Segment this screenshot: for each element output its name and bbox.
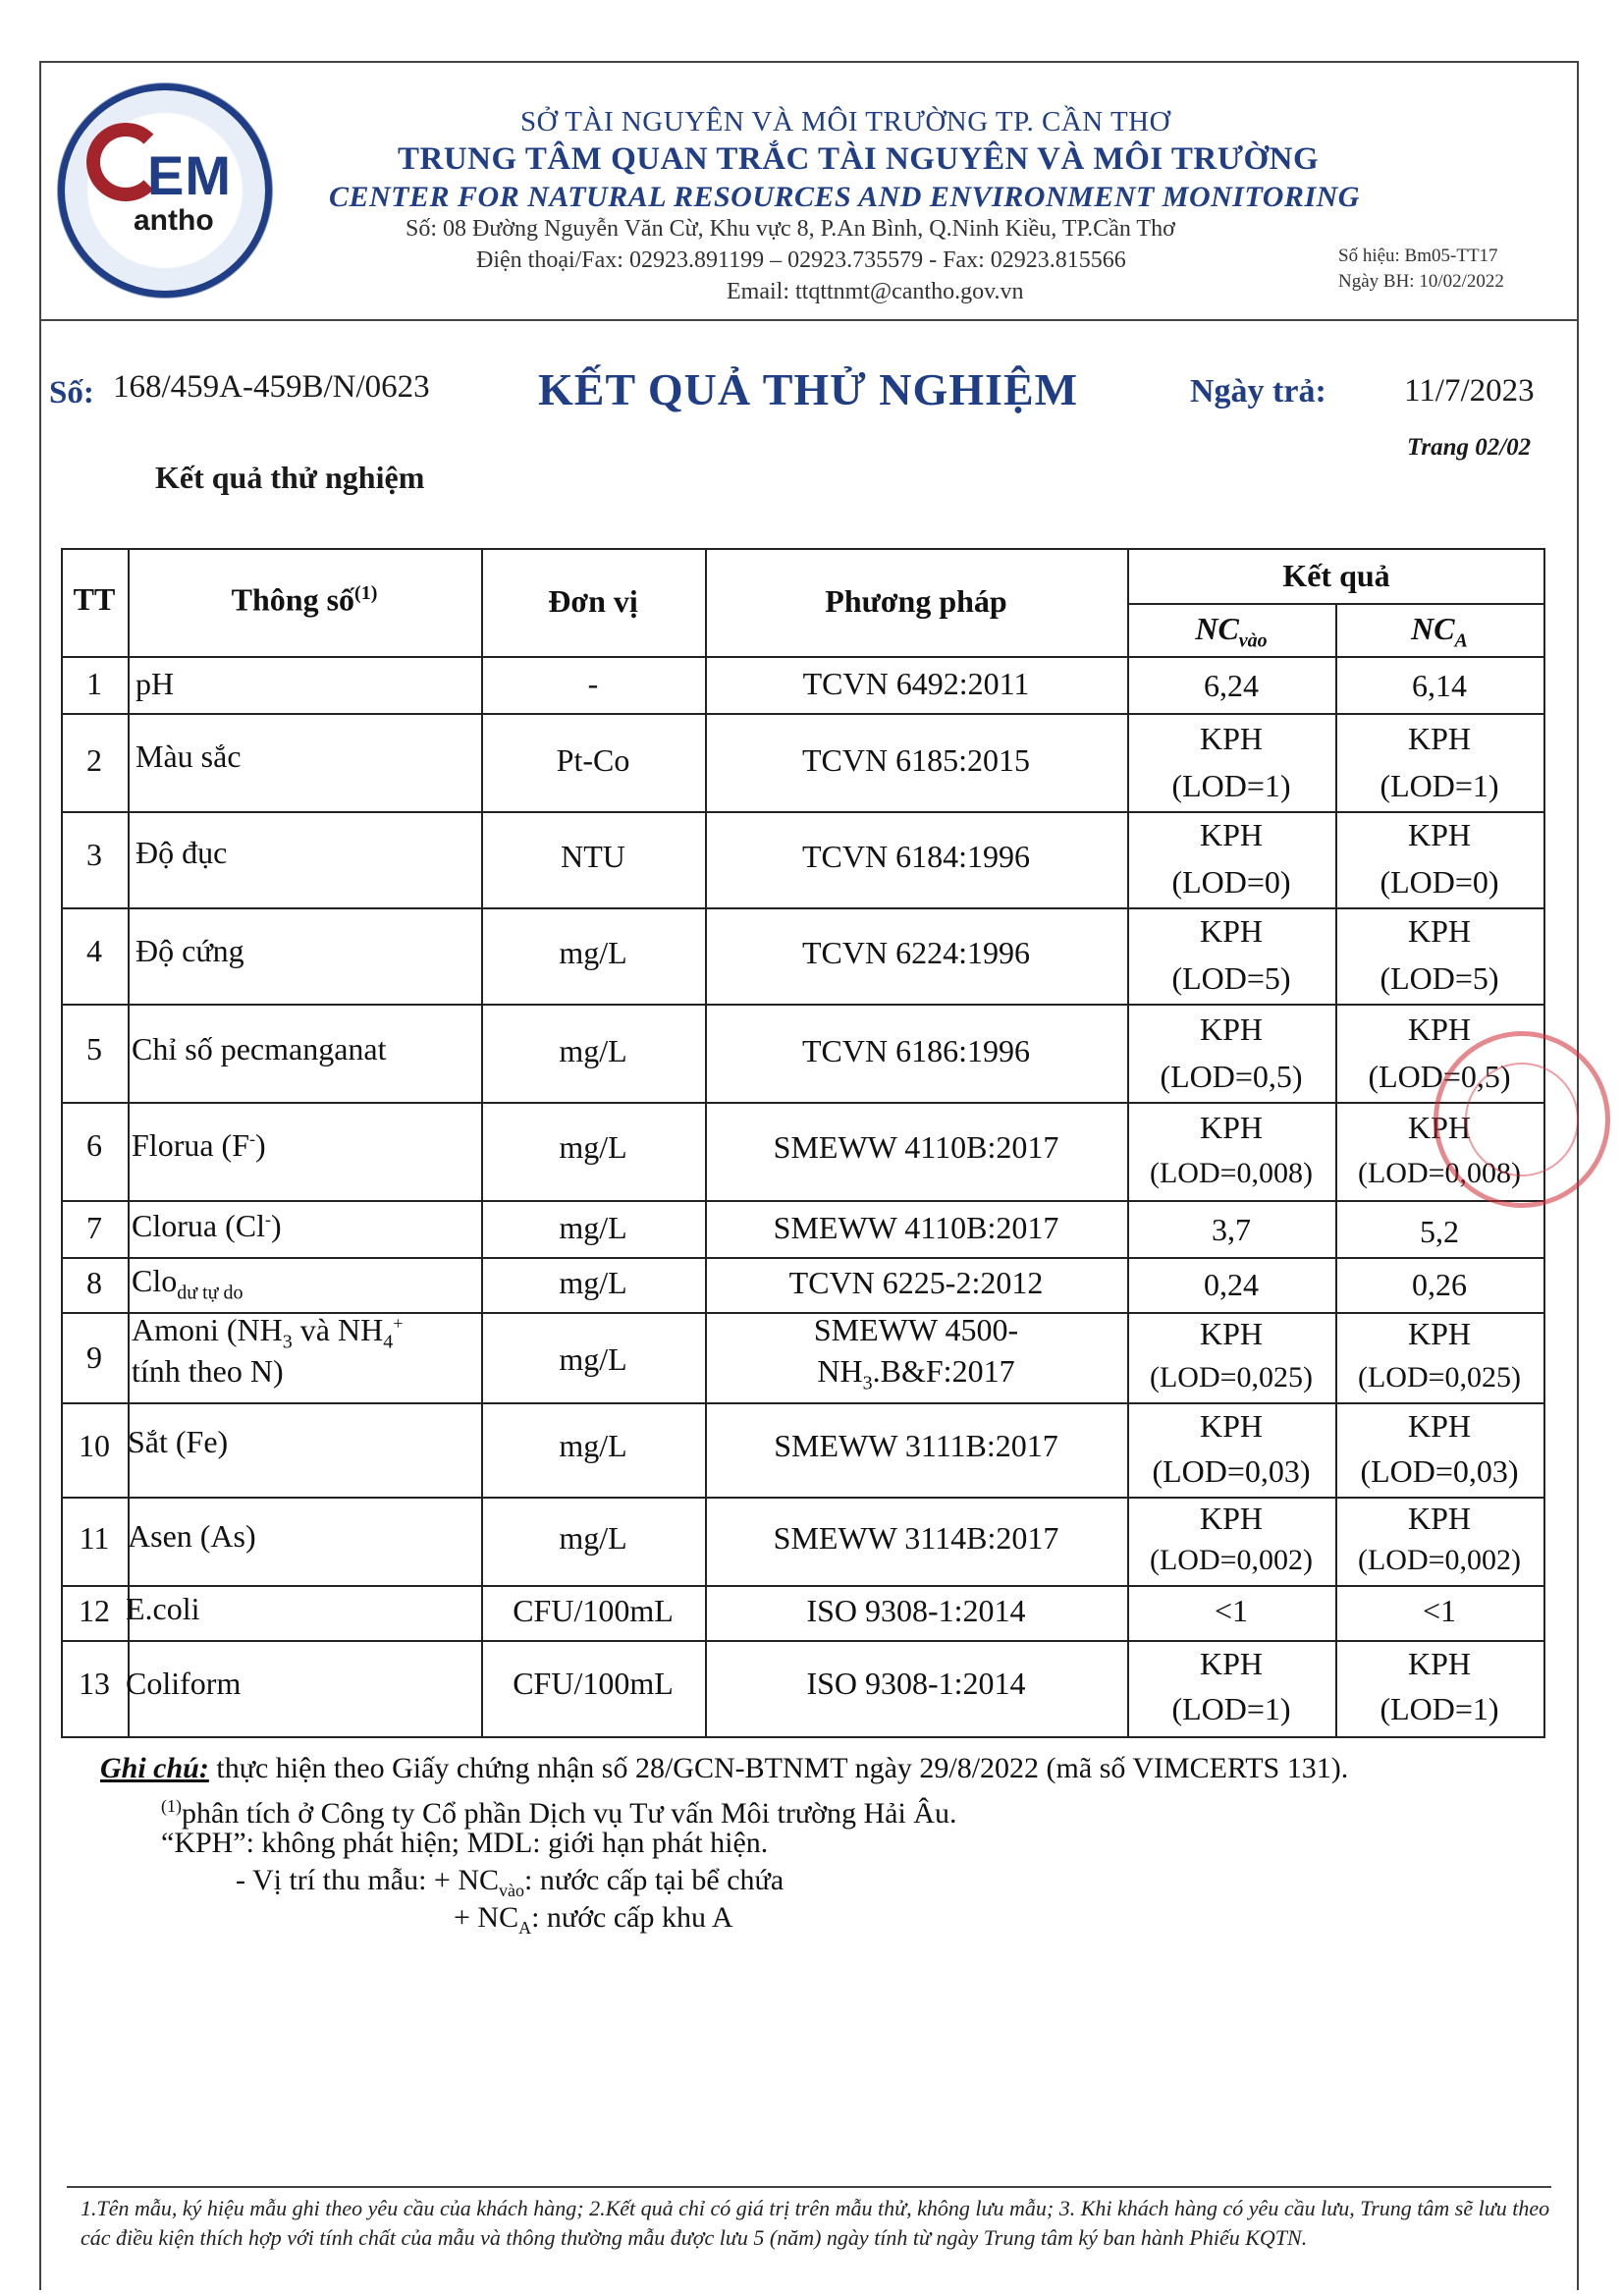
table-row-divider [61,656,1545,658]
center-name-en: CENTER FOR NATURAL RESOURCES AND ENVIRONMENT MONITORING [329,181,1360,213]
note-line-5 [454,1899,733,1946]
row-result-nc-vao-lod: (LOD=1) [1171,1691,1291,1726]
row-method: ISO 9308-1:2014 [806,1666,1026,1701]
row-method: SMEWW 3114B:2017 [773,1520,1059,1556]
row-result-nc-a: 0,26 [1412,1267,1467,1302]
row-result-nc-a: KPH [1407,1316,1471,1351]
center-name-vi: TRUNG TÂM QUAN TRẮC TÀI NGUYÊN VÀ MÔI TRƯỜNG [398,141,1320,177]
row-result-nc-a: 6,14 [1412,668,1467,703]
row-unit: mg/L [559,1129,627,1165]
center-address: Số: 08 Đường Nguyễn Văn Cừ, Khu vực 8, P.An Bình, Q.Ninh Kiều, TP.Cần Thơ [406,216,1175,242]
notes-label: Ghi chú: [100,1752,209,1784]
row-parameter: Coliform [126,1666,242,1701]
row-parameter: E.coli [126,1591,200,1626]
note-line-1 [100,1750,1348,1787]
row-result-nc-a-lod: (LOD=1) [1380,1691,1499,1726]
header-tt: TT [73,581,116,617]
row-method-line2 [705,1355,1127,1393]
table-row-divider [61,1004,1545,1006]
row-tt: 6 [86,1127,102,1163]
row-method: TCVN 6186:1996 [802,1033,1030,1068]
header-method: Phương pháp [825,583,1007,619]
center-phone: Điện thoại/Fax: 02923.891199 – 02923.735579 - Fax: 02923.815566 [476,247,1126,273]
table-row-divider [61,1640,1545,1642]
row-method: SMEWW 4500- [813,1312,1019,1347]
table-divider [1127,603,1545,605]
row-result-nc-vao-lod: (LOD=0,025) [1149,1361,1314,1394]
row-result-nc-a: KPH [1407,817,1471,852]
note-text-2: phân tích ở Công ty Cổ phần Dịch vụ Tư vấn Môi trường Hải Âu. [182,1797,957,1830]
row-result-nc-a-lod: (LOD=0,002) [1357,1544,1522,1576]
row-result-nc-vao: KPH [1199,721,1263,756]
row-method: TCVN 6224:1996 [802,935,1030,970]
row-result-nc-a: KPH [1407,1501,1471,1536]
row-tt: 5 [86,1031,102,1066]
row-method-tail: .B&F:2017 [872,1353,1015,1389]
row-unit: Pt-Co [556,742,630,778]
note-text-5a: + NC [454,1901,519,1934]
row-result-nc-vao-lod: (LOD=0,002) [1149,1544,1314,1576]
row-tt: 11 [79,1520,110,1556]
header-nc-a-text: NC [1411,611,1455,646]
header-nc-vao [1127,613,1335,650]
row-result-nc-a-lod: (LOD=5) [1380,960,1499,996]
row-result-nc-vao: KPH [1199,1316,1263,1351]
row-unit: mg/L [559,1428,627,1463]
row-method: TCVN 6185:2015 [802,742,1030,778]
page-number: Trang 02/02 [1407,434,1532,461]
row-result-nc-a: 5,2 [1420,1214,1459,1249]
row-unit: mg/L [559,1033,627,1068]
row-parameter [132,1210,282,1241]
row-parameter-sub2: 4 [383,1331,394,1353]
row-parameter-tail: ) [270,1208,282,1243]
note-sup: (1) [161,1796,182,1816]
note-sub-4: vào [499,1881,525,1900]
table-row-divider [61,907,1545,909]
table-row-divider [61,1257,1545,1259]
row-parameter-mid: và NH [292,1312,384,1347]
table-row-divider [61,1585,1545,1587]
row-parameter-sup: - [249,1128,255,1149]
row-parameter-sub: dư tự do [177,1282,243,1304]
row-parameter: Sắt (Fe) [128,1424,229,1459]
row-result-nc-vao: 0,24 [1204,1267,1259,1302]
row-result-nc-vao: 3,7 [1212,1212,1251,1247]
row-unit: mg/L [559,1265,627,1300]
row-result-nc-vao: KPH [1199,1011,1263,1047]
row-tt: 8 [86,1265,102,1300]
header-parameter [128,583,481,616]
note-text-1: thực hiện theo Giấy chứng nhận số 28/GCN-BTNMT ngày 29/8/2022 (mã số VIMCERTS 131). [208,1752,1349,1784]
header-nc-a [1335,613,1543,650]
row-result-nc-a: KPH [1407,913,1471,949]
row-method: TCVN 6184:1996 [802,839,1030,874]
row-parameter-sub: 3 [282,1331,293,1353]
row-parameter: Độ cứng [135,933,244,968]
row-unit: - [587,666,599,701]
row-parameter: pH [135,666,175,701]
row-result-nc-a-lod: (LOD=0,5) [1368,1059,1511,1094]
row-result-nc-a-lod: (LOD=0) [1380,864,1499,900]
official-stamp-inner [1465,1063,1579,1176]
row-unit: mg/L [559,935,627,970]
row-unit: mg/L [559,1341,627,1377]
row-method-text: NH [817,1353,863,1389]
row-result-nc-a-lod: (LOD=0,025) [1357,1361,1522,1394]
row-parameter-text: Clo [132,1263,178,1298]
row-result-nc-a-lod: (LOD=0,008) [1357,1157,1522,1189]
row-parameter: Chỉ số pecmanganat [132,1031,387,1066]
row-result-nc-vao: KPH [1199,1501,1263,1536]
logo-text-sub: antho [134,204,214,237]
note-line-3: “KPH”: không phát hiện; MDL: giới hạn phát hiện. [161,1827,769,1859]
row-result-nc-a: <1 [1422,1593,1457,1628]
row-result-nc-vao-lod: (LOD=0,5) [1160,1059,1303,1094]
center-email: Email: ttqttnmt@cantho.gov.vn [727,279,1024,304]
header-nc-vao-sub: vào [1238,629,1268,652]
row-parameter-text: Amoni (NH [132,1312,283,1347]
row-tt: 12 [79,1593,110,1628]
row-result-nc-a: KPH [1407,1110,1471,1145]
row-result-nc-vao-lod: (LOD=5) [1171,960,1291,996]
row-tt: 13 [79,1666,110,1701]
row-method: SMEWW 4110B:2017 [773,1129,1059,1165]
row-parameter [132,1314,475,1351]
row-unit: CFU/100mL [513,1666,674,1701]
note-sub-5: A [518,1918,532,1938]
row-parameter-tail: ) [255,1127,266,1163]
table-row-divider [61,713,1545,715]
row-method: TCVN 6492:2011 [802,666,1030,701]
header-parameter-sup: (1) [354,582,378,604]
row-parameter [132,1265,243,1302]
row-parameter: Độ đục [135,835,228,870]
return-date-label: Ngày trả: [1190,373,1326,410]
row-result-nc-a: KPH [1407,721,1471,756]
note-text-4b: : nước cấp tại bể chứa [524,1864,784,1896]
row-unit: NTU [561,839,625,874]
results-table [61,548,1545,1738]
header-nc-vao-text: NC [1195,611,1239,646]
row-result-nc-vao: KPH [1199,1646,1263,1681]
table-border-bottom [61,1736,1545,1738]
table-row-divider [61,1402,1545,1404]
row-method-sub: 3 [862,1372,873,1394]
row-parameter-line2: tính theo N) [132,1353,284,1389]
header-unit: Đơn vị [548,583,638,619]
table-row-divider [61,1497,1545,1499]
row-parameter-sup: + [393,1313,404,1334]
row-result-nc-vao-lod: (LOD=0,008) [1149,1157,1314,1189]
row-parameter [132,1129,266,1161]
row-parameter: Màu sắc [135,738,242,774]
row-method: SMEWW 3111B:2017 [774,1428,1058,1463]
row-method: TCVN 6225-2:2012 [788,1265,1044,1300]
row-tt: 7 [86,1210,102,1245]
row-result-nc-vao-lod: (LOD=0) [1171,864,1291,900]
note-text-4a: - Vị trí thu mẫu: + NC [236,1864,500,1896]
row-parameter: Asen (As) [128,1518,256,1554]
report-number-label: Số: [49,375,94,410]
row-result-nc-a: KPH [1407,1408,1471,1444]
row-tt: 3 [86,837,102,872]
table-divider [128,548,130,1738]
header-nc-a-sub: A [1454,629,1468,652]
header-parameter-text: Thông số [231,581,355,618]
row-unit: mg/L [559,1210,627,1245]
row-result-nc-vao-lod: (LOD=0,03) [1152,1453,1311,1489]
department-name: SỞ TÀI NGUYÊN VÀ MÔI TRƯỜNG TP. CẦN THƠ [520,106,1171,137]
row-result-nc-a-lod: (LOD=0,03) [1360,1453,1519,1489]
row-result-nc-vao: KPH [1199,817,1263,852]
report-title: KẾT QUẢ THỬ NGHIỆM [538,364,1079,414]
row-result-nc-vao-lod: (LOD=1) [1171,768,1291,803]
row-method: ISO 9308-1:2014 [806,1593,1026,1628]
header-result: Kết quả [1282,558,1390,593]
row-tt: 9 [86,1339,102,1375]
table-border-top [61,548,1545,550]
row-result-nc-vao: KPH [1199,1408,1263,1444]
header-separator [39,319,1579,321]
table-row-divider [61,1200,1545,1202]
table-row-divider [61,811,1545,813]
row-tt: 2 [86,742,102,778]
row-unit: mg/L [559,1520,627,1556]
row-tt: 10 [79,1428,110,1463]
row-result-nc-vao: <1 [1214,1593,1249,1628]
footer-disclaimer: 1.Tên mẫu, ký hiệu mẫu ghi theo yêu cầu của khách hàng; 2.Kết quả chỉ có giá trị trên mẫu thử, không lưu mẫu; 3. Khi khách hàng có yêu cầu lưu, Trung tâm sẽ lưu theo các điều kiện thích hợp với tính chất của mẫu và thông thường mẫu được lưu 5 (năm) ngày tính từ ngày Trung tâm ký ban hành Phiếu KQTN. [81,2196,1550,2250]
table-row-divider [61,1102,1545,1104]
form-code: Số hiệu: Bm05-TT17 [1338,246,1498,266]
footer-separator [67,2186,1551,2188]
section-title: Kết quả thử nghiệm [155,460,425,495]
row-unit: CFU/100mL [513,1593,674,1628]
report-number: 168/459A-459B/N/0623 [113,369,430,405]
row-parameter-text: Clorua (Cl [132,1208,265,1243]
form-date: Ngày BH: 10/02/2022 [1338,271,1504,292]
note-text-5b: : nước cấp khu A [531,1901,733,1934]
row-tt: 1 [86,666,102,701]
row-result-nc-vao: KPH [1199,913,1263,949]
row-parameter-text: Florua (F [132,1127,249,1163]
return-date: 11/7/2023 [1404,373,1535,409]
row-parameter-sup: - [264,1209,271,1230]
row-result-nc-vao: KPH [1199,1110,1263,1145]
logo-text-main: EM [147,144,232,206]
row-result-nc-a: KPH [1407,1011,1471,1047]
row-result-nc-vao: 6,24 [1204,668,1259,703]
row-tt: 4 [86,933,102,968]
row-method: SMEWW 4110B:2017 [773,1210,1059,1245]
row-result-nc-a-lod: (LOD=1) [1380,768,1499,803]
row-result-nc-a: KPH [1407,1646,1471,1681]
